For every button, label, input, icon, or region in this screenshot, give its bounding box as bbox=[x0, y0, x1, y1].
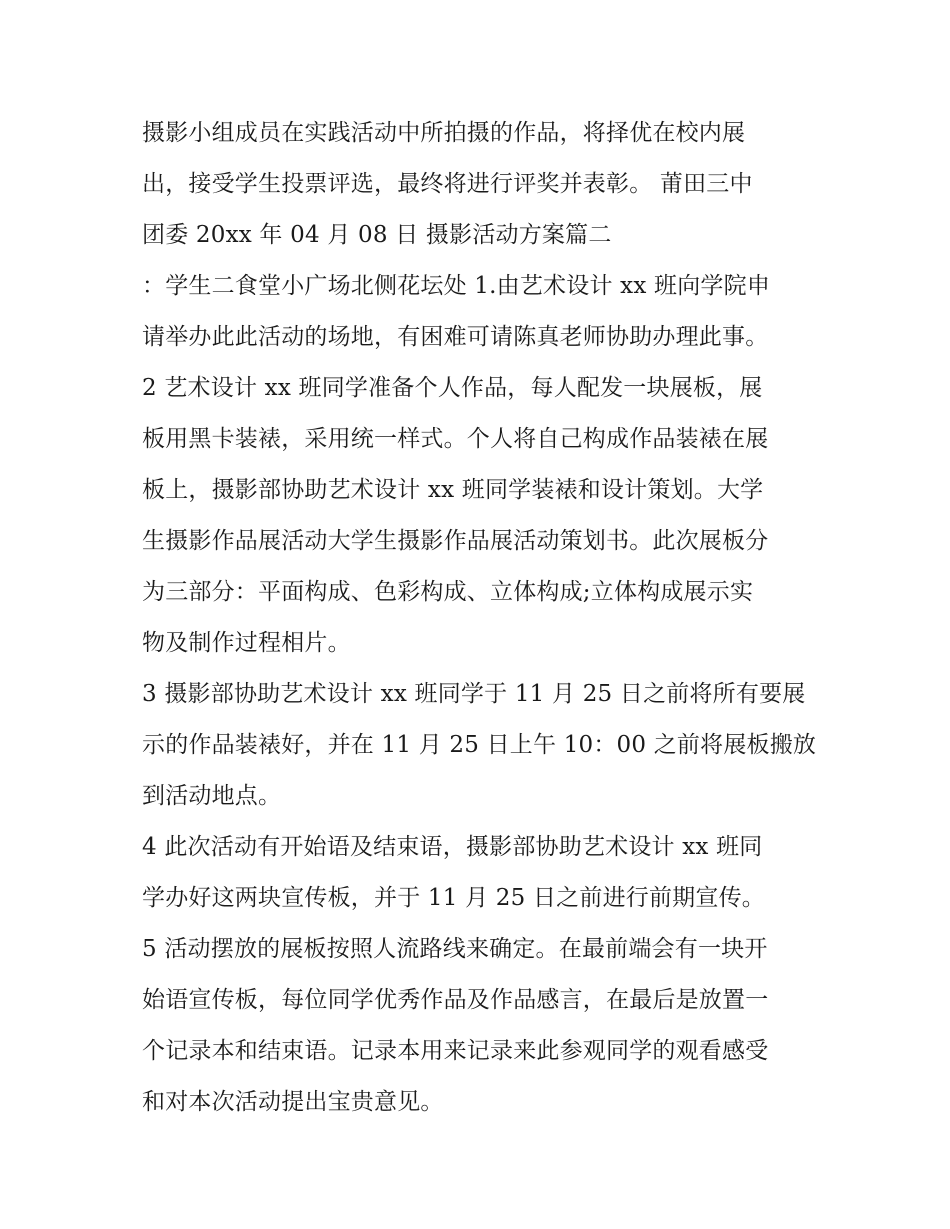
text-line: 生摄影作品展活动大学生摄影作品展活动策划书。此次展板分 bbox=[142, 528, 769, 554]
text-line: 4 此次活动有开始语及结束语，摄影部协助艺术设计 xx 班同 bbox=[142, 834, 763, 860]
document-body bbox=[142, 108, 822, 1128]
text-line: 到活动地点。 bbox=[142, 783, 282, 809]
text-line: 请举办此此活动的场地，有困难可请陈真老师协助办理此事。 bbox=[142, 324, 769, 350]
text-line: 2 艺术设计 xx 班同学准备个人作品，每人配发一块展板，展 bbox=[142, 375, 763, 401]
text-line: 板用黑卡装裱，采用统一样式。个人将自己构成作品装裱在展 bbox=[142, 426, 769, 452]
text-line: 出，接受学生投票评选，最终将进行评奖并表彰。 莆田三中 bbox=[142, 171, 753, 197]
text-line: 物及制作过程相片。 bbox=[142, 630, 351, 656]
text-line: 和对本次活动提出宝贵意见。 bbox=[142, 1089, 444, 1115]
text-line: 为三部分：平面构成、色彩构成、立体构成;立体构成展示实 bbox=[142, 579, 754, 605]
text-line: 5 活动摆放的展板按照人流路线来确定。在最前端会有一块开 bbox=[142, 936, 768, 962]
text-line: 学办好这两块宣传板，并于 11 月 25 日之前进行前期宣传。 bbox=[142, 885, 765, 911]
text-line: 始语宣传板，每位同学优秀作品及作品感言，在最后是放置一 bbox=[142, 987, 769, 1013]
text-line: 3 摄影部协助艺术设计 xx 班同学于 11 月 25 日之前将所有要展 bbox=[142, 681, 806, 707]
text-line: 板上，摄影部协助艺术设计 xx 班同学装裱和设计策划。大学 bbox=[142, 477, 764, 503]
text-line: 团委 20xx 年 04 月 08 日 摄影活动方案篇二 bbox=[142, 222, 612, 248]
text-line: 示的作品装裱好，并在 11 月 25 日上午 10：00 之前将展板搬放 bbox=[142, 732, 817, 758]
text-line: ：学生二食堂小广场北侧花坛处 1.由艺术设计 xx 班向学院申 bbox=[142, 273, 771, 299]
text-line: 个记录本和结束语。记录本用来记录来此参观同学的观看感受 bbox=[142, 1038, 769, 1064]
text-line: 摄影小组成员在实践活动中所拍摄的作品，将择优在校内展 bbox=[142, 120, 746, 146]
